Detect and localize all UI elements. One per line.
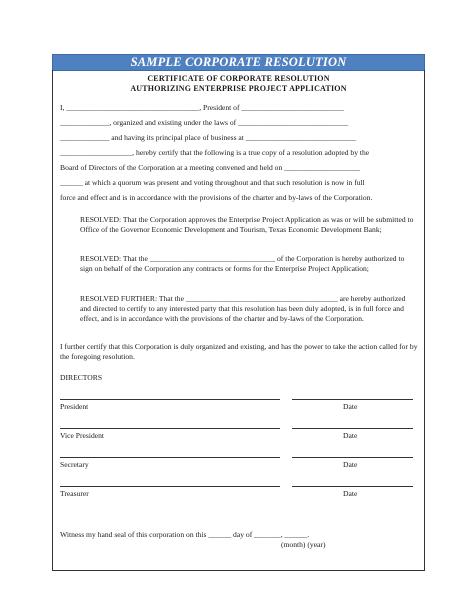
body-line-1: I, ___________________________________, President of ___________________________ [60,103,344,112]
director-title: Treasurer [60,489,89,498]
body-line-7: force and effect and is in accordance with the provisions of the charter and by-laws of the Corporation. [60,193,373,202]
director-title: Secretary [60,460,89,469]
date-line[interactable] [292,457,413,458]
witness-date-hint: (month) (year) [281,540,326,549]
signature-line[interactable] [60,486,280,487]
date-label: Date [343,489,358,498]
certificate-subheading: AUTHORIZING ENTERPRISE PROJECT APPLICATION [130,84,347,93]
body-line-3: _____________ and having its principal place of business at _____________________________ [60,133,356,142]
title-banner [52,54,425,71]
resolution-3: RESOLVED FURTHER: That the ________________________________________ are hereby authorized and directed to certify to any interested party that this resolution has been duly adopted, is in full force and effect, and is in accordance with the provisions of the charter and by-laws of the Corporation. [80,294,406,324]
body-line-2: _____________, organized and existing under the laws of _____________________________ [60,118,349,127]
signature-line[interactable] [60,428,280,429]
date-label: Date [343,460,358,469]
resolution-1: RESOLVED: That the Corporation approves the Enterprise Project Application as was or will be submitted to Office of the Governor Economic Development and Tourism, Texas Economic Development Bank; [80,215,414,235]
resolution-2: RESOLVED: That the _________________________________ of the Corporation is hereby authorized to sign on behalf of the Corporation any contracts or forms for the Enterprise Project Application; [80,254,405,274]
certification-statement: I further certify that this Corporation is duly organized and existing, and has the power to take the action called for by the foregoing resolution. [60,342,418,362]
directors-heading: DIRECTORS [60,373,103,382]
director-title: Vice President [60,431,105,440]
date-line[interactable] [292,399,413,400]
certificate-heading: CERTIFICATE OF CORPORATE RESOLUTION [147,74,330,83]
date-line[interactable] [292,486,413,487]
signature-line[interactable] [60,399,280,400]
date-line[interactable] [292,428,413,429]
document-title: SAMPLE CORPORATE RESOLUTION [130,55,347,69]
witness-line: Witness my hand seal of this corporation on this ______ day of _______, ______. [60,530,310,539]
body-line-4: ___________________, hereby certify that the following is a true copy of a resolution adopted by the [60,148,370,157]
body-line-6: ______ at which a quorum was present and voting throughout and that such resolution is now in full [60,178,365,187]
body-line-5: Board of Directors of the Corporation at a meeting convened and held on ____________________ [60,163,361,172]
signature-line[interactable] [60,457,280,458]
date-label: Date [343,402,358,411]
date-label: Date [343,431,358,440]
director-title: President [60,402,89,411]
